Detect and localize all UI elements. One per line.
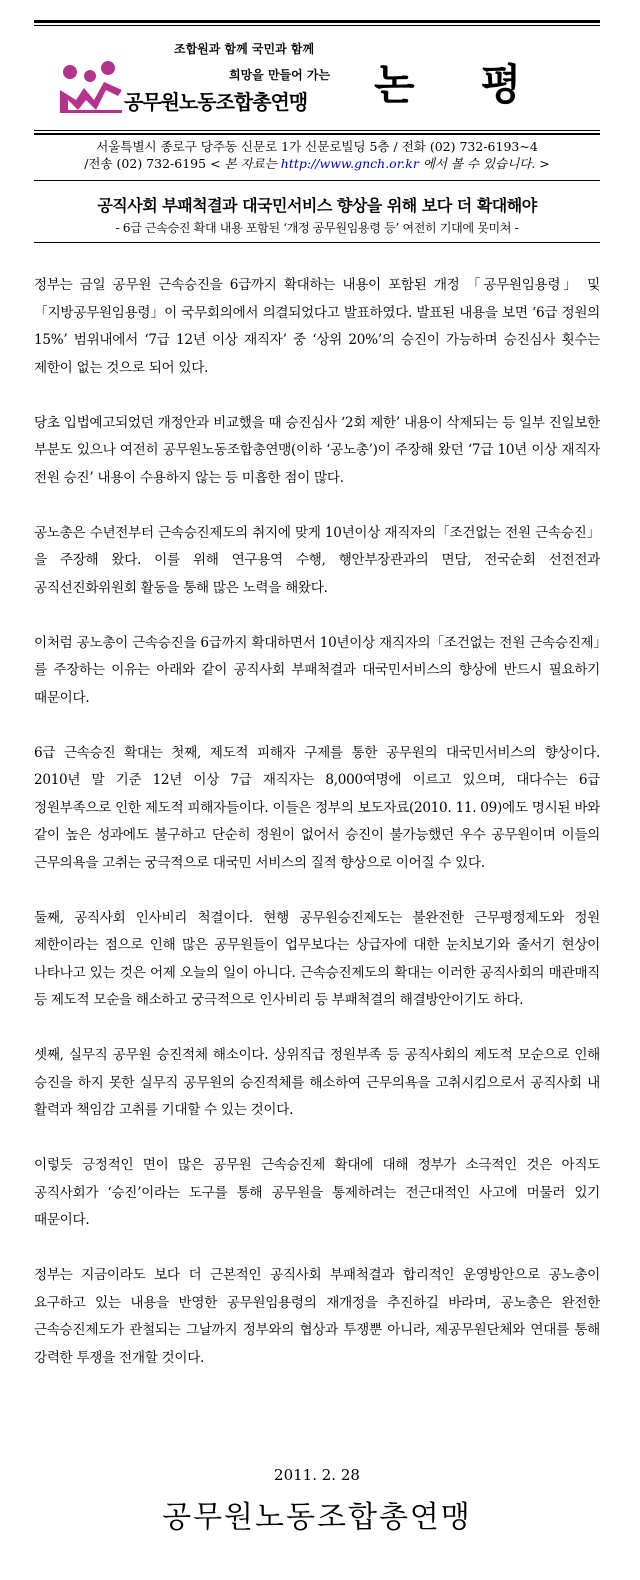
top-rule <box>34 20 600 23</box>
top-rule-thin <box>34 25 600 26</box>
press-release-title: 공직사회 부패척결과 대국민서비스 향상을 위해 보다 더 확대해야 <box>97 196 537 215</box>
body-paragraph: 정부는 지금이라도 보다 더 근본적인 공직사회 부패척결과 합리적인 운영방안으로 공노총이 요구하고 있는 내용을 반영한 공무원임용령의 재개정을 추진하길 바라며, 공노총은 완전한 근속승진제도가 관철되는 그날까지 정부와의 협상과 투쟁뿐 아니라, 제공무원단체와 연대를 통해 강력한 투쟁을 전개할 것이다. <box>34 1267 600 1366</box>
body-paragraph: 정부는 금일 공무원 근속승진을 6급까지 확대하는 내용이 포함된 개정 「공무원임용령」 및 「지방공무원임용령」이 국무회의에서 의결되었다고 발표하였다. 발표된 내용을 보면 ‘6급 정원의 15%’ 범위내에서 ‘7급 12년 이상 재직자’ 중 ‘상위 20%’의 승진이 가능하며 승진심사 횟수는 제한이 없는 것으로 되어 있다. <box>34 277 600 376</box>
slogan-line2: 희망을 만들어 가는 <box>229 68 331 82</box>
title-rule-top <box>34 180 600 181</box>
body-paragraph: 당초 입법예고되었던 개정안과 비교했을 때 승진심사 ‘2회 제한’ 내용이 삭제되는 등 일부 진일보한 부분도 있으나 여전히 공무원노동조합총연맹(이하 ‘공노총’)이 주장해 왔던 ‘7급 10년 이상 재직자 전원 승진’ 내용이 수용하지 않는 등 미흡한 점이 많다. <box>34 414 600 486</box>
body-paragraph: 둘째, 공직사회 인사비리 척결이다. 현행 공무원승진제도는 불완전한 근무평정제도와 정원 제한이라는 점으로 인해 많은 공무원들이 업무보다는 상급자에 대한 눈치보기와 줄서기 현상이 나타나고 있는 것은 어제 오늘의 일이 아니다. 근속승진제도의 확대는 이러한 공직사회의 매관매직 등 제도적 모순을 해소하고 궁극적으로 인사비리 등 부패척결의 해결방안이기도 하다. <box>34 909 600 1008</box>
body-paragraph: 셋째, 실무직 공무원 승진적체 해소이다. 상위직급 정원부족 등 공직사회의 제도적 모순으로 인해 승진을 하지 못한 실무직 공무원의 승진적체를 해소하여 근무의욕을 고취시킴으로서 공직사회 내 활력과 책임감 고취를 기대할 수 있는 것이다. <box>34 1047 600 1118</box>
body-paragraph: 공노총은 수년전부터 근속승진제도의 취지에 맞게 10년이상 재직자의「조건없는 전원 근속승진」을 주장해 왔다. 이를 위해 연구용역 수행, 행안부장관과의 면담, 전국순회 선전전과 공직선진화위원회 활동을 통해 많은 노력을 해왔다. <box>34 524 600 596</box>
header-org-name: 공무원노동조합총연맹 <box>124 90 308 114</box>
press-release-subtitle: - 6급 근속승진 확대 내용 포함된 ‘개정 공무원임용령 등’ 여전히 기대에 못미쳐 - <box>115 221 519 235</box>
slogan-line1: 조합원과 함께 국민과 함께 <box>174 42 315 56</box>
contact-note-before: < 본 자료는 <box>210 156 277 171</box>
body-text <box>34 272 600 1400</box>
contact-info <box>34 138 600 172</box>
title-rule-bottom <box>34 242 600 243</box>
contact-note-after: 에서 볼 수 있습니다. > <box>422 156 550 171</box>
body-paragraph: 6급 근속승진 확대는 첫째, 제도적 피해자 구제를 통한 공무원의 대국민서비스의 향상이다. 2010년 말 기준 12년 이상 7급 재직자는 8,000여명에 이르고 있으며, 대다수는 6급 정원부족으로 인한 제도적 피해자들이다. 이들은 정부의 보도자료(2010. 11. 09)에도 명시된 바와 같이 높은 성과에도 불구하고 단순히 정원이 없어서 승진이 불가능했던 우수 공무원이며 이들의 근무의욕을 고취는 궁극적으로 대국민 서비스의 질적 향상으로 이어질 수 있다. <box>34 744 600 871</box>
header-rule-thin <box>34 130 600 131</box>
document-type: 논평 <box>374 60 588 109</box>
header <box>34 30 600 130</box>
contact-line2 <box>34 155 600 172</box>
footer-org-name: 공무원노동조합총연맹 <box>162 1500 472 1535</box>
contact-fax: /전송 (02) 732-6195 <box>84 156 207 171</box>
header-rule <box>34 133 600 135</box>
release-date: 2011. 2. 28 <box>274 1466 360 1484</box>
website-link[interactable]: http://www.gnch.or.kr <box>280 156 419 171</box>
union-logo-icon <box>56 60 126 115</box>
body-paragraph: 이처럼 공노총이 근속승진을 6급까지 확대하면서 10년이상 재직자의「조건없는 전원 근속승진제」를 주장하는 이유는 아래와 같이 공직사회 부패척결과 대국민서비스의 향상에 반드시 필요하기 때문이다. <box>34 634 600 706</box>
contact-address: 서울특별시 종로구 당주동 신문로 1가 신문로빌딩 5층 / 전화 (02) 732-6193~4 <box>96 139 538 154</box>
body-paragraph: 이렇듯 긍정적인 면이 많은 공무원 근속승진제 확대에 대해 정부가 소극적인 것은 아직도 공직사회가 ‘승진’이라는 도구를 통해 공무원을 통제하려는 전근대적인 사고에 머물러 있기 때문이다. <box>34 1157 600 1228</box>
